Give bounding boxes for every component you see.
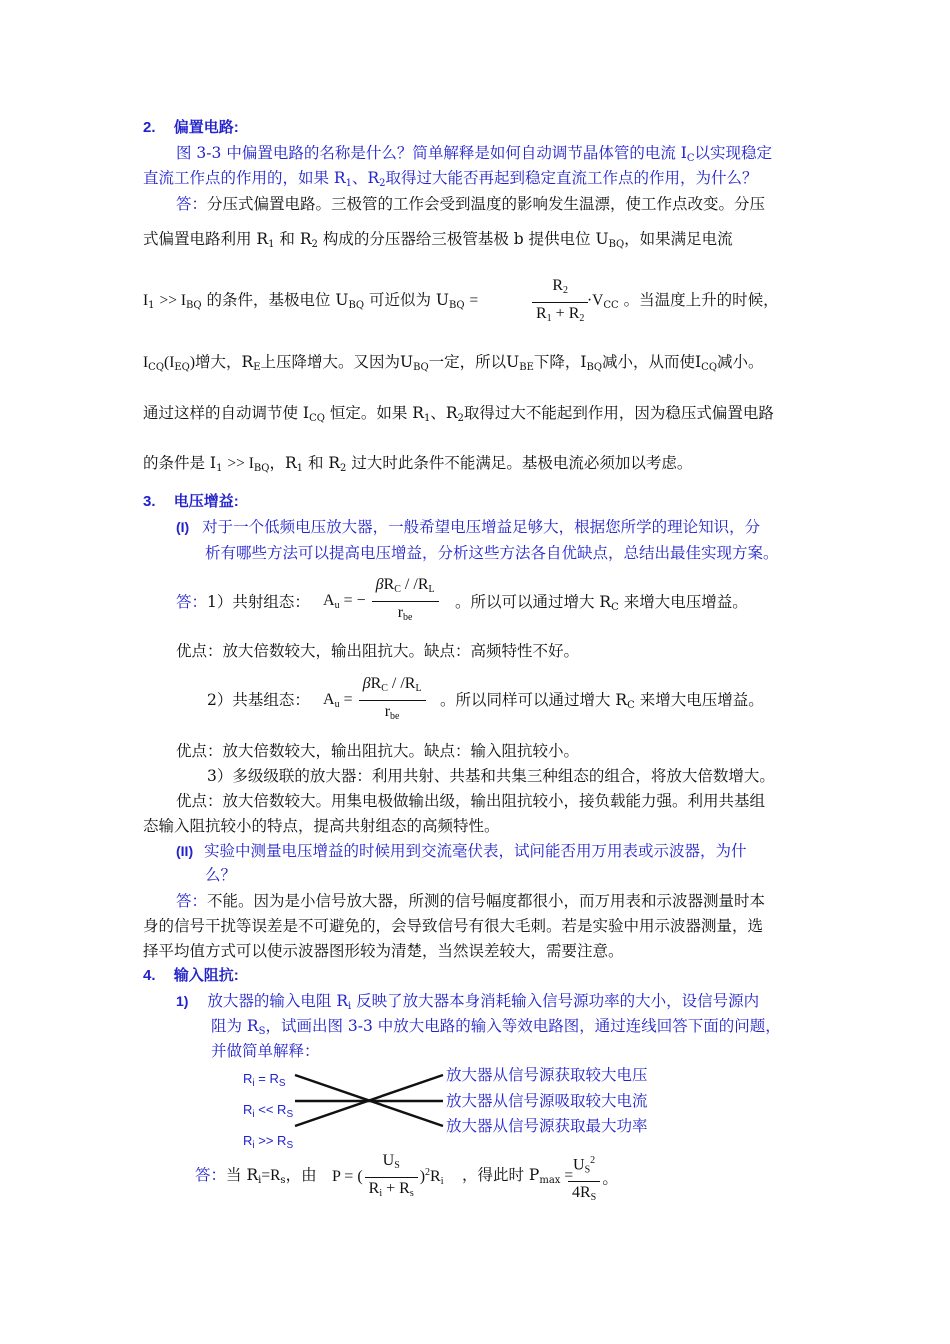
answer-line-6: 的条件是 $I_1 >> I_{BQ}$，$R_1$ 和 $R_2$ 过大时此条件不能满足。基极电流必须加以考虑。	[143, 454, 693, 474]
answer-line-4: $I_{CQ}(I_{EQ})$增大，$R_E$上压降增大。又因为$U_{BQ}$一定，所以$U_{BE}$下降，$I_{BQ}$减小，从而使$I_{CQ}$减小。	[143, 353, 764, 373]
question-3-1-line-1: (I) 对于一个低频电压放大器，一般希望电压增益足够大，根据您所学的理论知识，分	[176, 518, 761, 536]
common-emitter-formula: $A_u$ = − $\frac{\beta R_C / /R_L}{r_{be}}$	[323, 574, 441, 629]
divider-formula: $\frac{R_2}{R_1 + R_2}$	[530, 275, 590, 330]
method-3-pros-2: 态输入阻抗较小的特点，提高共射组态的高频特性。	[143, 817, 500, 835]
section-number: 2.	[143, 119, 156, 136]
section-title: 电压增益:	[173, 493, 239, 510]
power-formula: P = ( $\frac{U_S}{R_i + R_s}$ )$^2R_i$	[332, 1152, 444, 1199]
match-right-column	[446, 1063, 648, 1140]
match-right-1: 放大器从信号源获取较大电压	[446, 1066, 648, 1084]
match-left-3: $R_i >> R_S$	[243, 1133, 294, 1151]
common-base-formula: $A_u$ = $\frac{\beta R_C / /R_L}{r_{be}}$	[323, 673, 428, 728]
question-line-2: 直流工作点的作用的，如果 $R_1$、$R_2$取得过大能否再起到稳定直流工作点的作用，为什么？	[143, 169, 758, 189]
matching-lines	[293, 1066, 445, 1132]
match-left-1: $R_i = R_S$	[243, 1071, 286, 1089]
answer-3-2-line-1: 答：不能。因为是小信号放大器，所测的信号幅度都很小，而万用表和示波器测量时本	[176, 892, 766, 910]
question-4-1-line-1: 1) 放大器的输入电阻 $R_i$ 反映了放大器本身消耗输入信号源功率的大小，设信号源内	[176, 992, 760, 1012]
question-line-1: 图 3-3 中偏置电路的名称是什么？简单解释是如何自动调节晶体管的电流 $I_C$以实现稳定	[176, 144, 773, 164]
answer-label: 答：	[176, 195, 208, 213]
match-right-2: 放大器从信号源吸取较大电流	[446, 1091, 648, 1110]
section-title: 输入阻抗:	[173, 967, 239, 984]
match-left-column	[243, 1066, 293, 1159]
match-left-2: $R_i << R_S$	[243, 1102, 294, 1120]
question-3-2-line-1: (II) 实验中测量电压增益的时候用到交流毫伏表，试问能否用万用表或示波器，为什	[176, 842, 747, 860]
match-right-3: 放大器从信号源获取最大功率	[446, 1117, 648, 1135]
section-number: 4.	[143, 967, 156, 984]
method-1-pros: 优点：放大倍数较大，输出阻抗大。缺点：高频特性不好。	[176, 642, 580, 660]
answer-line-3-tail: $\cdot V_{CC}$ 。当温度上升的时候，	[587, 291, 779, 311]
section-3-heading	[143, 492, 239, 512]
answer-3-2-line-3: 择平均值方式可以使示波器图形较为清楚，当然误差较大，需要注意。	[143, 942, 624, 960]
method-2-line: 2）共基组态：	[207, 691, 310, 709]
answer-line-2: 式偏置电路利用 $R_1$ 和 $R_2$ 构成的分压器给三极管基极 b 提供电位 $U_{BQ}$，如果满足电流	[143, 230, 733, 250]
answer-line-3: $I_1 >> I_{BQ}$ 的条件，基极电位 $U_{BQ}$ 可近似为 $U_{BQ}$ =	[143, 291, 479, 311]
section-2-heading	[143, 118, 239, 138]
method-2-tail: 。所以同样可以通过增大 $R_C$ 来增大电压增益。	[440, 691, 764, 711]
answer-4-tail: ，得此时 $P_{max}$ =	[462, 1166, 574, 1186]
answer-line-5: 通过这样的自动调节使 $I_{CQ}$ 恒定。如果 $R_1$、$R_2$取得过大不能起到作用，因为稳压式偏置电路	[143, 404, 774, 424]
section-title: 偏置电路:	[173, 119, 239, 136]
method-3-line: 3）多级级联的放大器：利用共射、共基和共集三种组态的组合，将放大倍数增大。	[207, 767, 775, 785]
section-number: 3.	[143, 493, 156, 510]
question-4-1-line-2: 阻为 $R_S$，试画出图 3-3 中放大电路的输入等效电路图，通过连线回答下面的问题，	[211, 1017, 781, 1037]
method-2-pros: 优点：放大倍数较大，输出阻抗大。缺点：输入阻抗较小。	[176, 742, 580, 760]
method-1-tail: 。所以可以通过增大 $R_C$ 来增大电压增益。	[455, 593, 748, 613]
answer-3-2-line-2: 身的信号干扰等误差是不可避免的，会导致信号有很大毛刺。若是实验中用示波器测量，选	[143, 917, 764, 935]
section-4-heading	[143, 966, 239, 986]
answer-4-line: 答：当 $R_i=R_s$，由	[195, 1166, 317, 1186]
question-3-1-line-2: 析有哪些方法可以提高电压增益，分析这些方法各自优缺点，总结出最佳实现方案。	[205, 544, 779, 562]
max-power-formula: $\frac{U_S^2}{4R_S}$ 。	[566, 1150, 618, 1209]
question-3-2-line-2: 么？	[205, 866, 237, 884]
question-4-1-line-3: 并做简单解释：	[211, 1042, 320, 1060]
answer-line-1: 答：分压式偏置电路。三极管的工作会受到温度的影响发生温漂，使工作点改变。分压	[176, 195, 766, 213]
method-3-pros-1: 优点：放大倍数较大。用集电极做输出级，输出阻抗较小，接负载能力强。利用共基组	[176, 792, 766, 810]
method-1-line: 答：1）共射组态：	[176, 593, 310, 611]
